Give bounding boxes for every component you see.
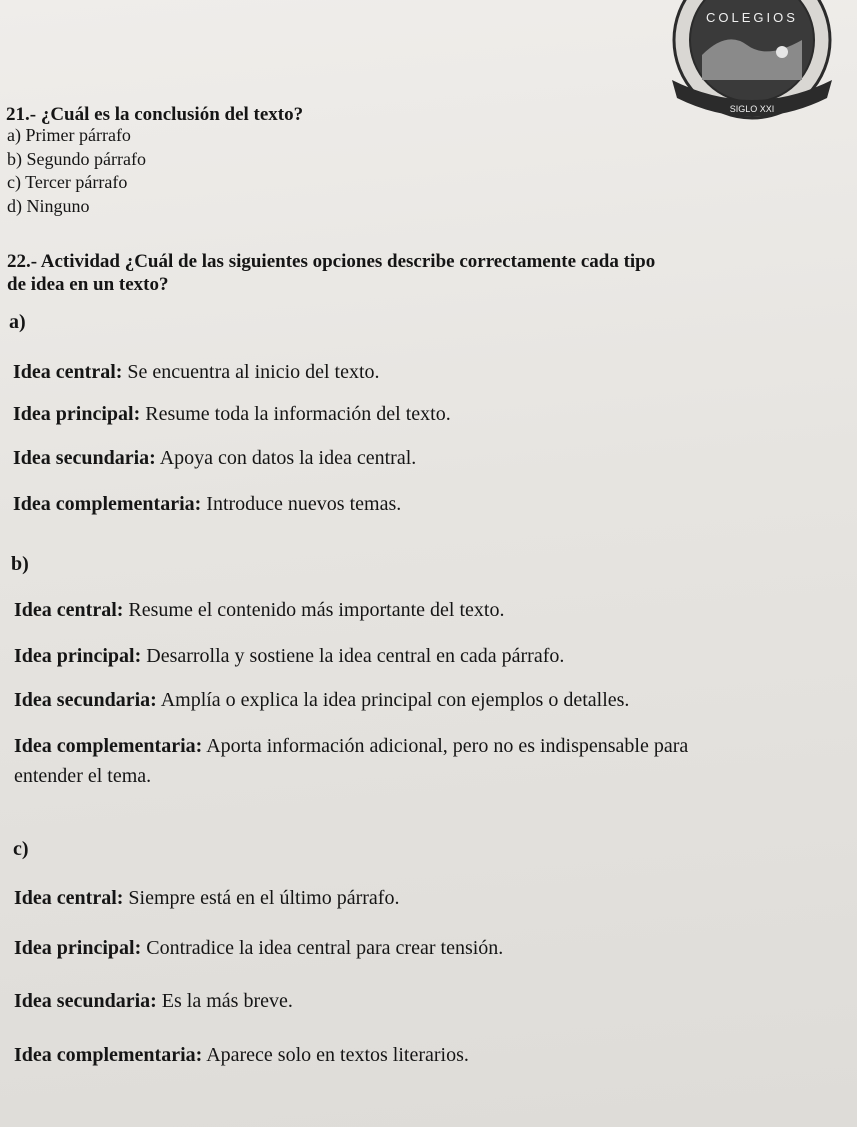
- option-c-idea-principal: [14, 937, 503, 960]
- term: Idea principal:: [14, 937, 142, 959]
- definition: Es la más breve.: [156, 990, 293, 1012]
- option-b-idea-complementaria-continuation: entender el tema.: [14, 765, 152, 787]
- definition: Amplía o explica la idea principal con ejemplos o detalles.: [156, 689, 630, 711]
- option-b-idea-principal: [14, 645, 564, 668]
- option-a-idea-principal: [13, 403, 451, 426]
- definition: Aparece solo en textos literarios.: [202, 1044, 469, 1066]
- term: Idea complementaria:: [14, 1044, 203, 1066]
- q21-option-a: a) Primer párrafo: [7, 125, 131, 145]
- svg-text:SIGLO XXI: SIGLO XXI: [729, 104, 775, 114]
- definition: Resume toda la información del texto.: [140, 403, 451, 425]
- q21-option-b: b) Segundo párrafo: [7, 149, 146, 169]
- definition: Resume el contenido más importante del texto.: [123, 599, 505, 621]
- definition: Desarrolla y sostiene la idea central en cada párrafo.: [141, 645, 565, 667]
- definition: Contradice la idea central para crear tensión.: [141, 937, 504, 959]
- term: Idea central:: [13, 361, 123, 383]
- term: Idea secundaria:: [14, 689, 157, 711]
- option-c-idea-secundaria: [14, 990, 293, 1013]
- option-a-idea-complementaria: [13, 493, 401, 516]
- option-a-idea-secundaria: [13, 447, 416, 470]
- option-a-idea-central: [13, 361, 380, 384]
- term: Idea secundaria:: [14, 990, 157, 1012]
- option-letter-a: a): [9, 311, 26, 333]
- question-21: 21.- ¿Cuál es la conclusión del texto?: [6, 104, 304, 125]
- option-c-idea-central: [14, 887, 399, 910]
- definition: Apoya con datos la idea central.: [155, 447, 417, 469]
- definition: Se encuentra al inicio del texto.: [122, 361, 380, 383]
- option-b-idea-complementaria: [14, 735, 688, 758]
- school-seal-logo: [652, 0, 852, 120]
- question-22-line2: de idea en un texto?: [7, 274, 169, 295]
- term: Idea complementaria:: [14, 735, 203, 757]
- term: Idea secundaria:: [13, 447, 156, 469]
- option-letter-c: c): [13, 838, 29, 860]
- definition: Siempre está en el último párrafo.: [123, 887, 400, 909]
- question-22-line1: 22.- Actividad ¿Cuál de las siguientes opciones describe correctamente cada tipo: [7, 251, 656, 272]
- option-c-idea-complementaria: [14, 1044, 469, 1067]
- option-b-idea-central: [14, 599, 504, 622]
- definition: Introduce nuevos temas.: [201, 493, 402, 515]
- term: Idea central:: [14, 599, 124, 621]
- term: Idea complementaria:: [13, 493, 202, 515]
- option-b-idea-secundaria: [14, 689, 629, 712]
- term: Idea central:: [14, 887, 124, 909]
- term: Idea principal:: [14, 645, 142, 667]
- svg-text:COLEGIOS: COLEGIOS: [706, 10, 798, 25]
- q21-option-c: c) Tercer párrafo: [7, 172, 128, 192]
- definition: Aporta información adicional, pero no es indispensable para: [202, 735, 689, 757]
- option-letter-b: b): [11, 553, 29, 575]
- term: Idea principal:: [13, 403, 141, 425]
- q21-option-d: d) Ninguno: [7, 196, 90, 216]
